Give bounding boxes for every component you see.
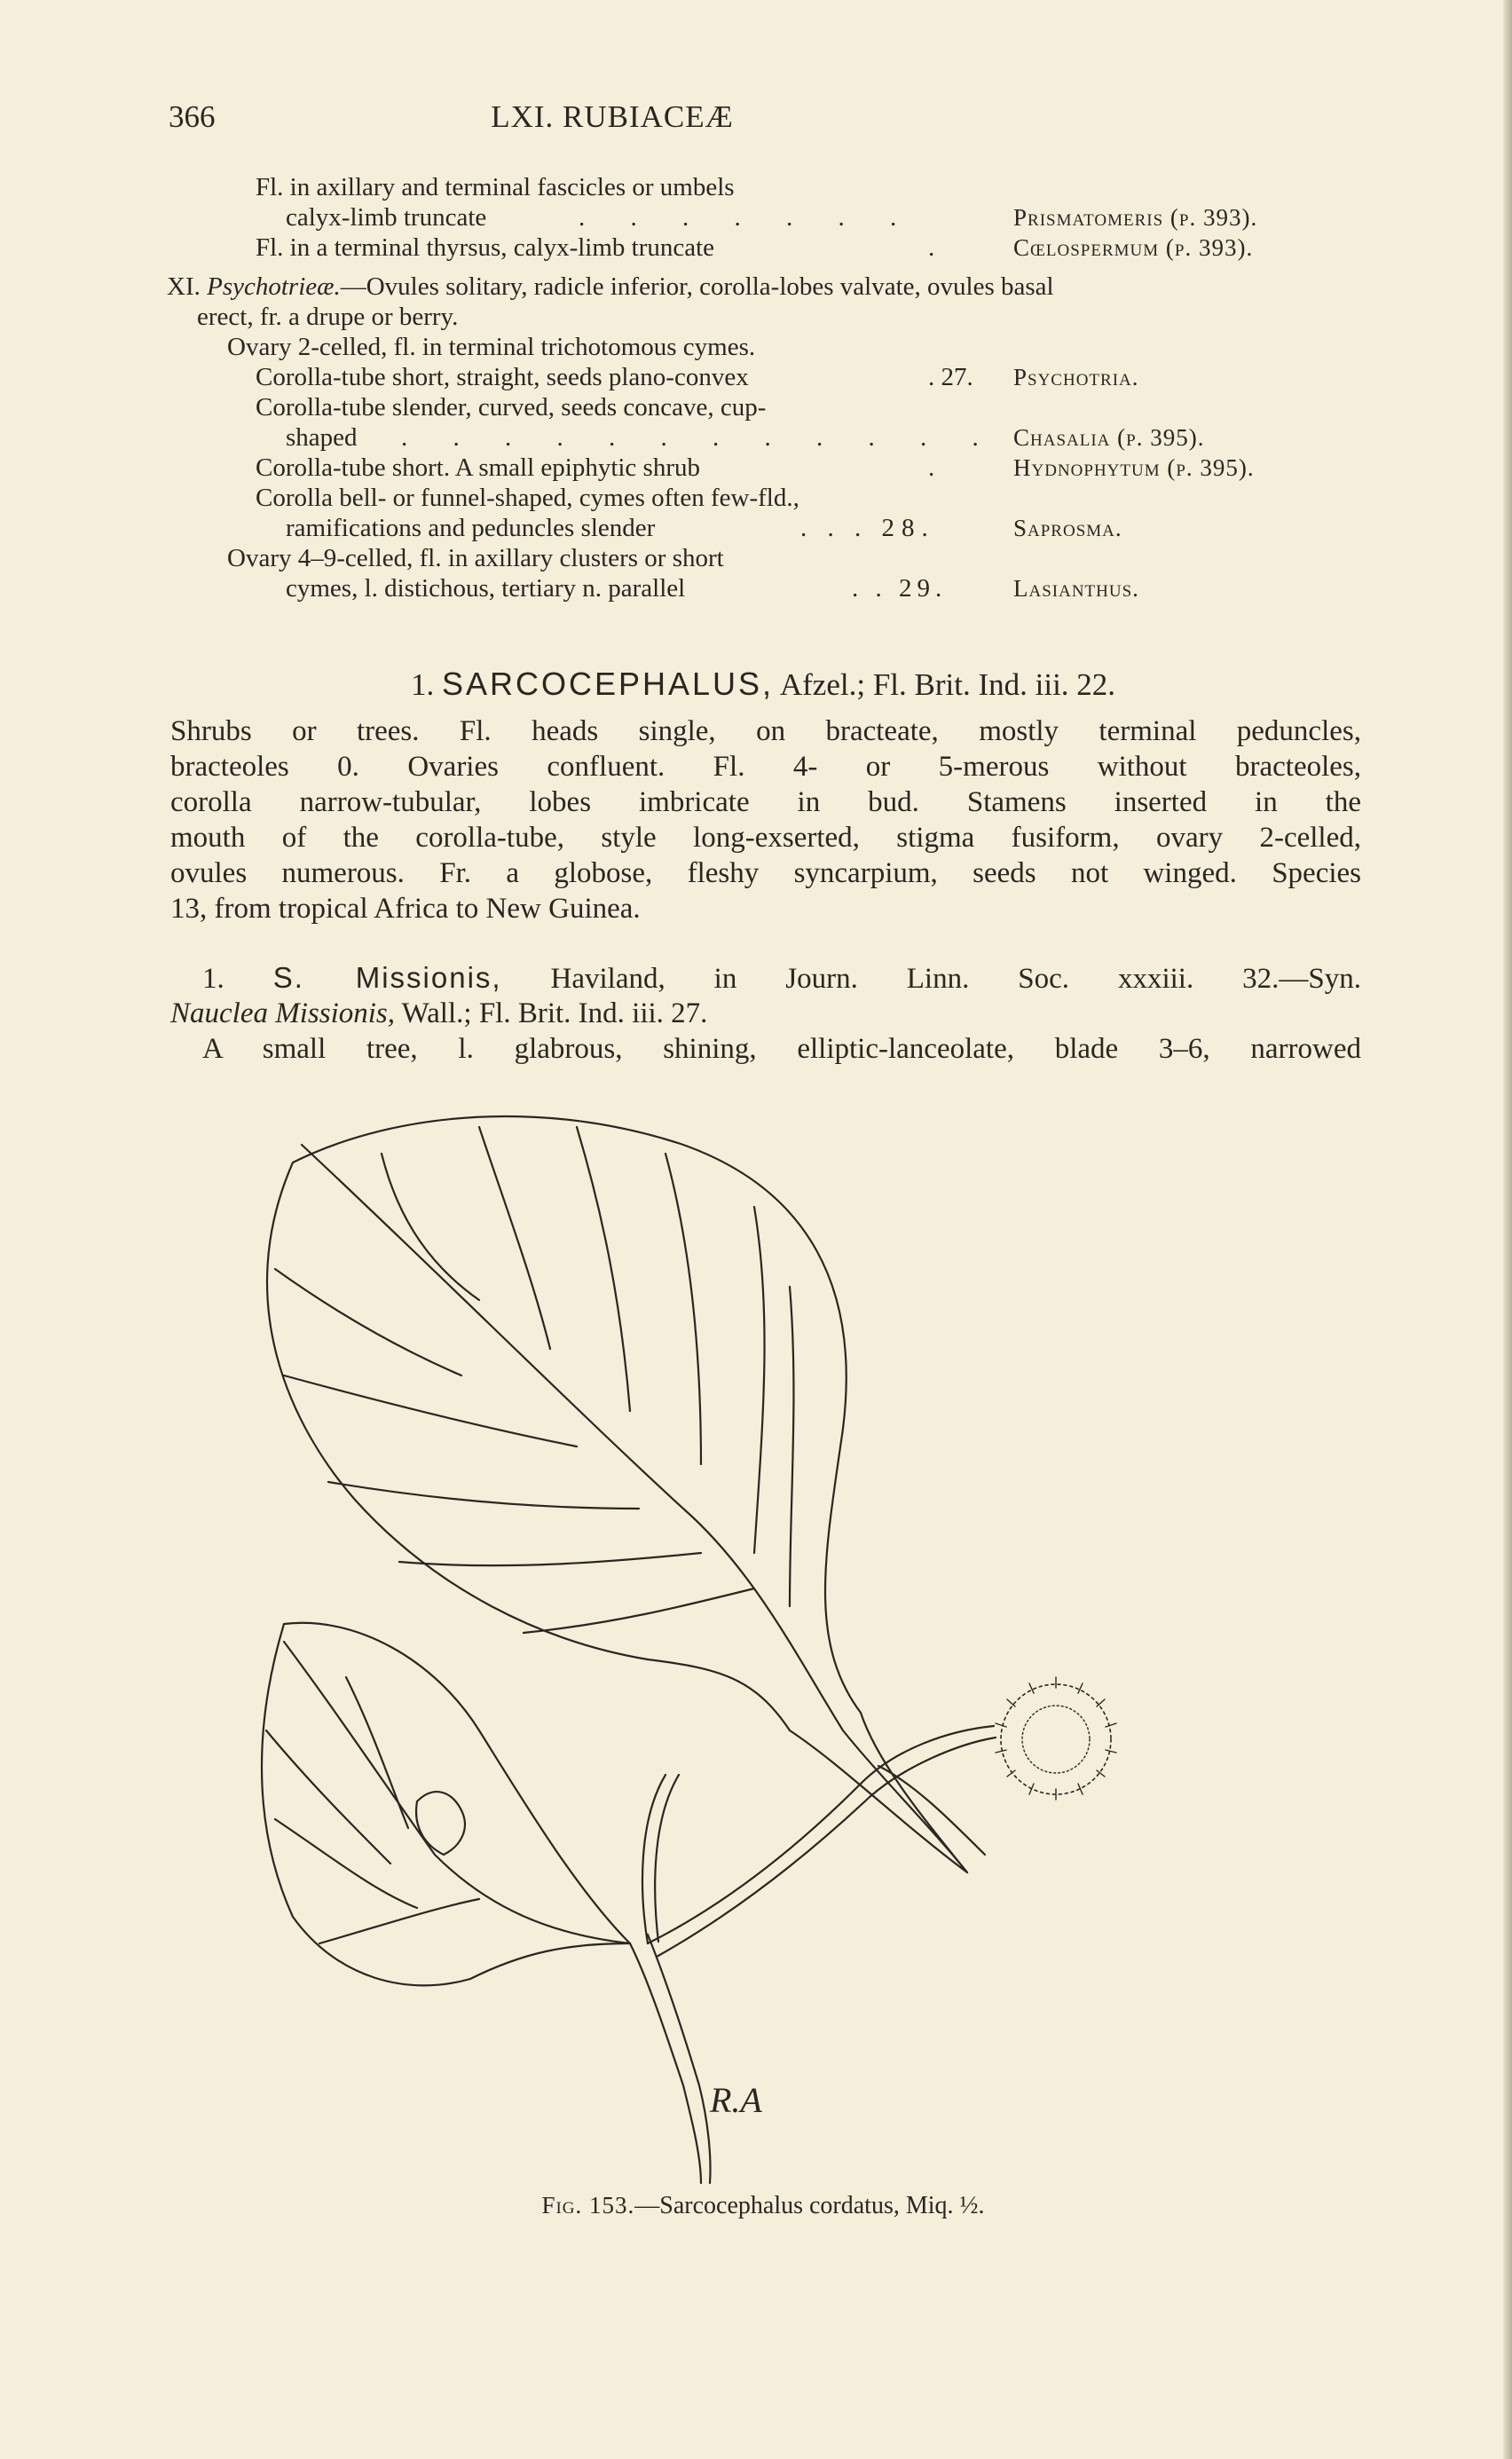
fruit-head-core — [1022, 1706, 1090, 1773]
key-line: Corolla bell- or funnel-shaped, cymes often few-fld., — [256, 484, 799, 512]
leaf-vein — [382, 1154, 479, 1300]
key-line: Corolla-tube slender, curved, seeds concave, cup- — [256, 393, 767, 422]
leaf-vein — [328, 1482, 639, 1509]
species-number: 1. — [202, 963, 224, 995]
leaf-vein — [275, 1269, 461, 1375]
leaf-vein — [790, 1287, 793, 1606]
key-line: cymes, l. distichous, tertiary n. parallel — [286, 574, 686, 603]
leaf-bud — [416, 1792, 465, 1855]
species-line — [170, 996, 1361, 1031]
figure-caption — [169, 2192, 1358, 2220]
leaf-vein — [275, 1819, 417, 1908]
key-genus-ref: Psychotria. — [1013, 364, 1139, 390]
genus-number: 1. — [410, 667, 435, 702]
leaf-vein — [577, 1127, 630, 1411]
tribe-name: Psychotrieæ. — [207, 272, 341, 301]
key-line: Fl. in a terminal thyrsus, calyx-limb truncate — [256, 233, 715, 262]
key-genus-ref: Chasalia (p. 395). — [1013, 424, 1205, 451]
key-leader-dots: . . . . . . . . . . . . — [401, 423, 998, 452]
description-line: bracteoles 0. Ovaries confluent. Fl. 4- or 5-merous without bracteoles, — [170, 751, 1361, 783]
key-line: calyx-limb truncate — [286, 203, 487, 232]
key-leader-dots: . — [928, 233, 935, 262]
lower-leaf-outline — [262, 1623, 630, 1986]
key-line: Corolla-tube short, straight, seeds plano-convex — [256, 363, 749, 391]
genus-heading — [169, 666, 1358, 703]
genus-description — [170, 713, 1361, 926]
leaf-vein — [524, 1588, 754, 1633]
running-title: LXI. RUBIACEÆ — [491, 99, 734, 134]
key-genus-ref: Cœlospermum (p. 393). — [1013, 234, 1254, 261]
figure-caption-text: —Sarcocephalus cordatus, Miq. — [634, 2192, 954, 2219]
figure-scale: ½. — [959, 2192, 985, 2219]
leaf-vein — [284, 1375, 577, 1446]
synonym-name: Nauclea Missionis, — [170, 997, 395, 1029]
key-genus-ref: Lasianthus. — [1013, 575, 1139, 602]
leaf-vein — [266, 1730, 390, 1864]
upper-twig-edge — [655, 1775, 679, 1942]
leaf-vein — [399, 1553, 701, 1565]
leaf-vein — [319, 1899, 479, 1943]
upper-leaf-outline — [267, 1116, 967, 1872]
tribe-description: —Ovules solitary, radicle inferior, corolla-lobes valvate, ovules basal — [340, 272, 1054, 301]
leaf-vein — [479, 1127, 550, 1349]
fruit-head-spines — [996, 1677, 1116, 1800]
description-line: 13, from tropical Africa to New Guinea. — [170, 893, 641, 925]
species-description: A small tree, l. glabrous, shining, elliptic-lanceolate, blade 3–6, narrowed — [202, 1033, 1361, 1065]
botanical-illustration — [257, 1092, 1136, 2192]
species-name: S. Missionis, — [272, 961, 502, 994]
running-head — [169, 99, 1358, 140]
tribe-number: XI. — [167, 272, 201, 301]
description-line: mouth of the corolla-tube, style long-exserted, stigma fusiform, ovary 2-celled, — [170, 822, 1361, 854]
key-line: Ovary 2-celled, fl. in terminal trichotomous cymes. — [227, 333, 756, 361]
species-entry — [170, 960, 1361, 1067]
key-line: Corolla-tube short. A small epiphytic shrub — [256, 453, 701, 482]
key-leader-dots: . — [928, 453, 935, 482]
key-genus-ref: Prismatomeris (p. 393). — [1013, 204, 1258, 231]
leaf-vein — [754, 1207, 765, 1553]
description-line: ovules numerous. Fr. a globose, fleshy syncarpium, seeds not winged. Species — [170, 857, 1361, 889]
key-number: . . . 28. — [800, 514, 935, 542]
lower-leaf-midrib — [284, 1642, 630, 1943]
page-edge-shadow — [1503, 0, 1512, 2459]
key-tribe-line — [167, 272, 1054, 302]
main-stem-edge — [648, 1935, 711, 2183]
key-line: shaped — [286, 423, 358, 452]
fruit-peduncle — [648, 1726, 994, 1943]
key-line: Fl. in axillary and terminal fascicles or umbels — [256, 173, 735, 201]
species-citation: Haviland, in Journ. Linn. Soc. xxxiii. 32.—Syn. — [550, 963, 1361, 995]
upper-twig — [642, 1775, 665, 1943]
leaf-vein — [346, 1677, 408, 1828]
fruit-head — [1001, 1684, 1111, 1794]
figure-label: Fig. 153. — [541, 2192, 635, 2219]
page-number: 366 — [169, 99, 216, 134]
key-line: ramifications and peduncles slender — [286, 514, 656, 542]
artist-initials: R.A — [710, 2080, 762, 2120]
key-genus-ref: Saprosma. — [1013, 515, 1122, 541]
key-number: . 27. — [928, 363, 973, 391]
key-leader-dots: . . . . . . . — [579, 203, 917, 232]
genus-name: SARCOCEPHALUS, — [441, 666, 775, 702]
key-line: erect, fr. a drupe or berry. — [197, 303, 459, 331]
key-genus-ref: Hydnophytum (p. 395). — [1013, 454, 1255, 481]
key-number: . . 29. — [852, 574, 948, 603]
description-line: corolla narrow-tubular, lobes imbricate in bud. Stamens inserted in the — [170, 786, 1361, 818]
synonym-citation: Wall.; Fl. Brit. Ind. iii. 27. — [401, 997, 708, 1029]
genus-authority: Afzel.; Fl. Brit. Ind. iii. 22. — [779, 667, 1116, 702]
species-line — [170, 960, 1361, 996]
description-line: Shrubs or trees. Fl. heads single, on bracteate, mostly terminal peduncles, — [170, 715, 1361, 747]
key-line: Ovary 4–9-celled, fl. in axillary clusters or short — [227, 544, 724, 572]
leaf-vein — [665, 1154, 701, 1464]
